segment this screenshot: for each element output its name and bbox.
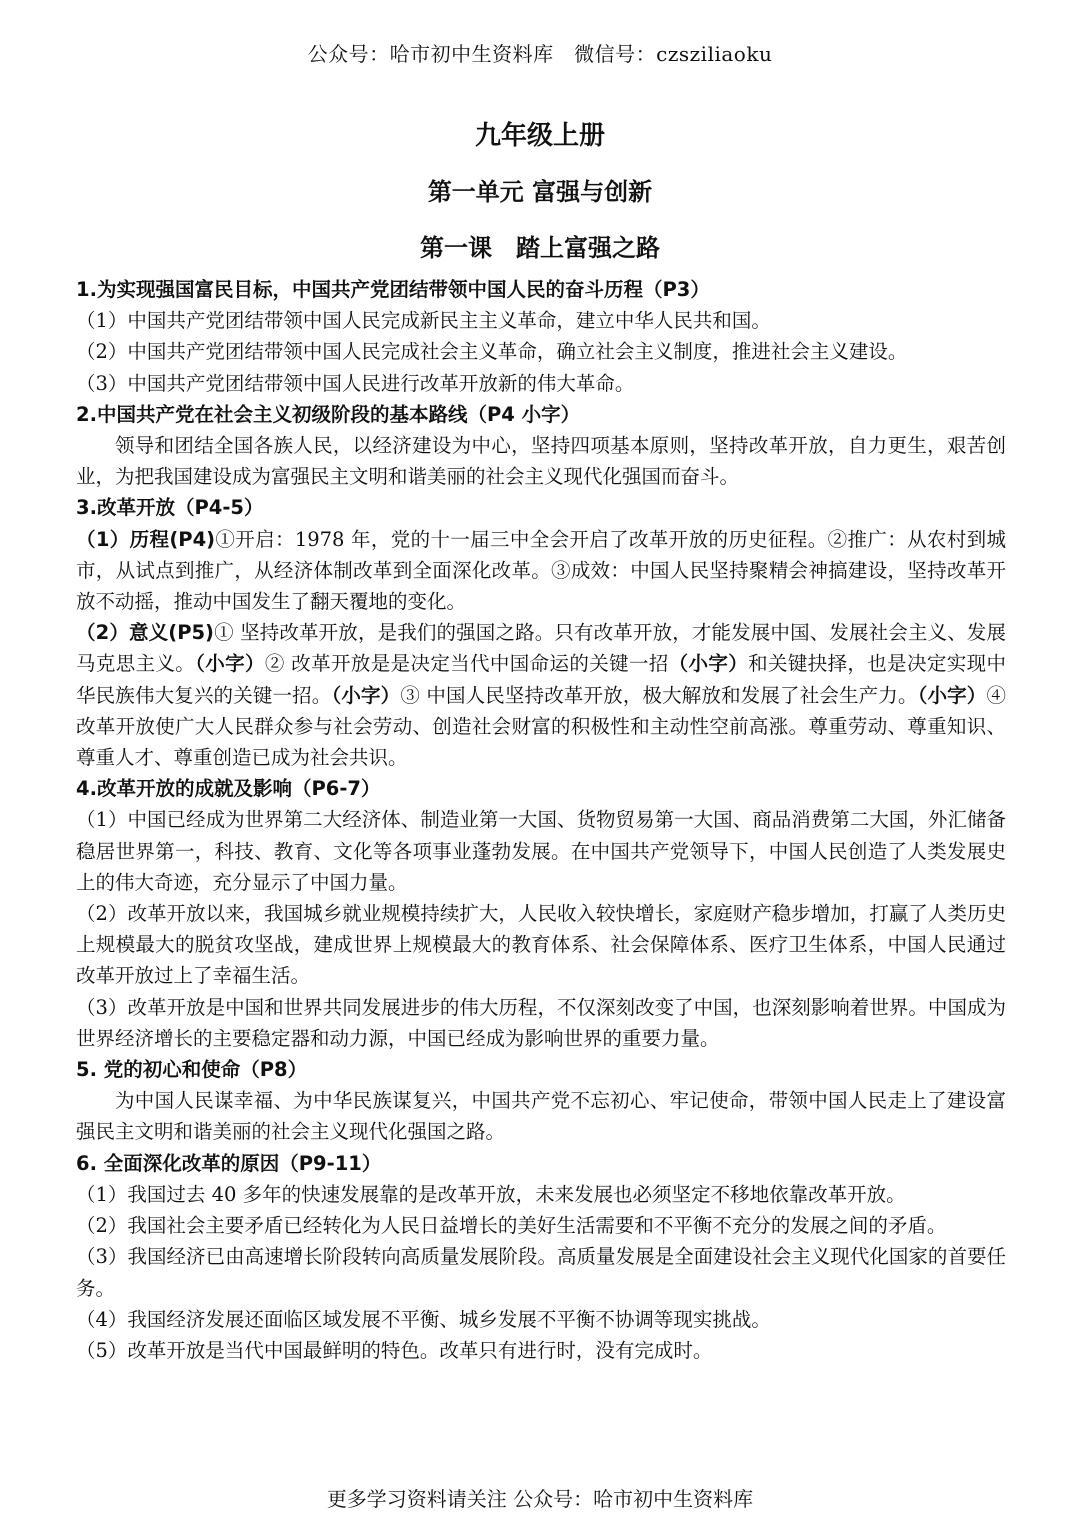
small-print-tag-2: （小字）	[668, 652, 749, 676]
history-text: ①开启：1978 年，党的十一届三中全会开启了改革开放的历史征程。②推广：从农村到城市，从试点到推广，从经济体制改革到全面深化改革。③成效：中国人民坚持聚精会神搞建设，坚持改革开放不动摇，推动中国发生了翻天覆地的变化。	[76, 527, 1006, 614]
meaning-point-3: ③ 中国人民坚持改革开放，极大解放和发展了社会生产力。	[400, 683, 918, 707]
section-1-item-2: （2）中国共产党团结带领中国人民完成社会主义革命，确立社会主义制度，推进社会主义建设。	[76, 340, 908, 364]
section-4-item-1: （1）中国已经成为世界第二大经济体、制造业第一大国、货物贸易第一大国、商品消费第二大国，外汇储备稳居世界第一，科技、教育、文化等各项事业蓬勃发展。在中国共产党领导下，中国人民创造了人类发展史上的伟大奇迹，充分显示了中国力量。	[76, 808, 1006, 894]
section-3-history	[76, 524, 1006, 618]
section-5-body: 为中国人民谋幸福、为中华民族谋复兴，中国共产党不忘初心、牢记使命，带领中国人民走上了建设富强民主文明和谐美丽的社会主义现代化强国之路。	[76, 1089, 1006, 1144]
small-print-tag-4: （小字）	[917, 683, 987, 707]
history-label: （1）历程(P4)	[76, 527, 216, 551]
section-5-heading: 5. 党的初心和使命（P8）	[76, 1058, 308, 1082]
meaning-label: （2）意义(P5)	[76, 621, 214, 645]
meaning-point-1: ① 坚持改革开放，是我们的强国之路。只有改革开放，才能发展中国、发展社会主义、发展马克思主义。	[76, 621, 1006, 676]
section-4-heading: 4.改革开放的成就及影响（P6-7）	[76, 777, 381, 801]
section-2-body: 领导和团结全国各族人民，以经济建设为中心，坚持四项基本原则，坚持改革开放，自力更生，艰苦创业，为把我国建设成为富强民主文明和谐美丽的社会主义现代化强国而奋斗。	[76, 434, 1006, 489]
section-4-item-3: （3）改革开放是中国和世界共同发展进步的伟大历程，不仅深刻改变了中国，也深刻影响着世界。中国成为世界经济增长的主要稳定器和动力源，中国已经成为影响世界的重要力量。	[76, 995, 1006, 1050]
section-6-item-5: （5）改革开放是当代中国最鲜明的特色。改革只有进行时，没有完成时。	[76, 1338, 713, 1362]
section-1-heading: 1.为实现强国富民目标，中国共产党团结带领中国人民的奋斗历程（P3）	[76, 278, 710, 301]
unit-title: 第一单元 富强与创新	[427, 178, 653, 206]
page-header: 公众号：哈市初中生资料库 微信号：czsziliaoku	[307, 42, 773, 66]
section-6-item-1: （1）我国过去 40 多年的快速发展靠的是改革开放，未来发展也必须坚定不移地依靠改革开放。	[76, 1182, 906, 1206]
section-6-heading: 6. 全面深化改革的原因（P9-11）	[76, 1151, 382, 1175]
section-4-item-2: （2）改革开放以来，我国城乡就业规模持续扩大，人民收入较快增长，家庭财产稳步增加，打赢了人类历史上规模最大的脱贫攻坚战，建成世界上规模最大的教育体系、社会保障体系、医疗卫生体系，中国人民通过改革开放过上了幸福生活。	[76, 902, 1006, 988]
section-3-meaning	[76, 617, 1006, 773]
meaning-point-2b: 和关键抉择，也是决定实现中华民族伟大复兴的关键一招。	[76, 652, 1006, 707]
section-6-item-3: （3）我国经济已由高速增长阶段转向高质量发展阶段。高质量发展是全面建设社会主义现代化国家的首要任务。	[76, 1245, 1006, 1300]
document-body	[76, 274, 1006, 1366]
meaning-point-4: ④ 改革开放使广大人民群众参与社会劳动、创造社会财富的积极性和主动性空前高涨。尊重劳动、尊重知识、尊重人才、尊重创造已成为社会共识。	[76, 683, 1006, 770]
page-footer: 更多学习资料请关注 公众号：哈市初中生资料库	[326, 1487, 754, 1511]
section-3-heading: 3.改革开放（P4-5）	[76, 496, 264, 520]
section-6-item-2: （2）我国社会主要矛盾已经转化为人民日益增长的美好生活需要和不平衡不充分的发展之间的矛盾。	[76, 1214, 947, 1238]
section-2-heading: 2.中国共产党在社会主义初级阶段的基本路线（P4 小字）	[76, 402, 581, 426]
section-1-item-3: （3）中国共产党团结带领中国人民进行改革开放新的伟大革命。	[76, 371, 635, 395]
small-print-tag-3: （小字）	[331, 683, 401, 707]
lesson-title: 第一课 踏上富强之路	[420, 234, 660, 262]
book-title: 九年级上册	[474, 121, 605, 151]
small-print-tag-1: （小字）	[195, 652, 265, 676]
section-1-item-1: （1）中国共产党团结带领中国人民完成新民主主义革命，建立中华人民共和国。	[76, 309, 771, 333]
section-6-item-4: （4）我国经济发展还面临区域发展不平衡、城乡发展不平衡不协调等现实挑战。	[76, 1307, 771, 1331]
meaning-point-2: ② 改革开放是是决定当代中国命运的关键一招	[264, 652, 669, 676]
